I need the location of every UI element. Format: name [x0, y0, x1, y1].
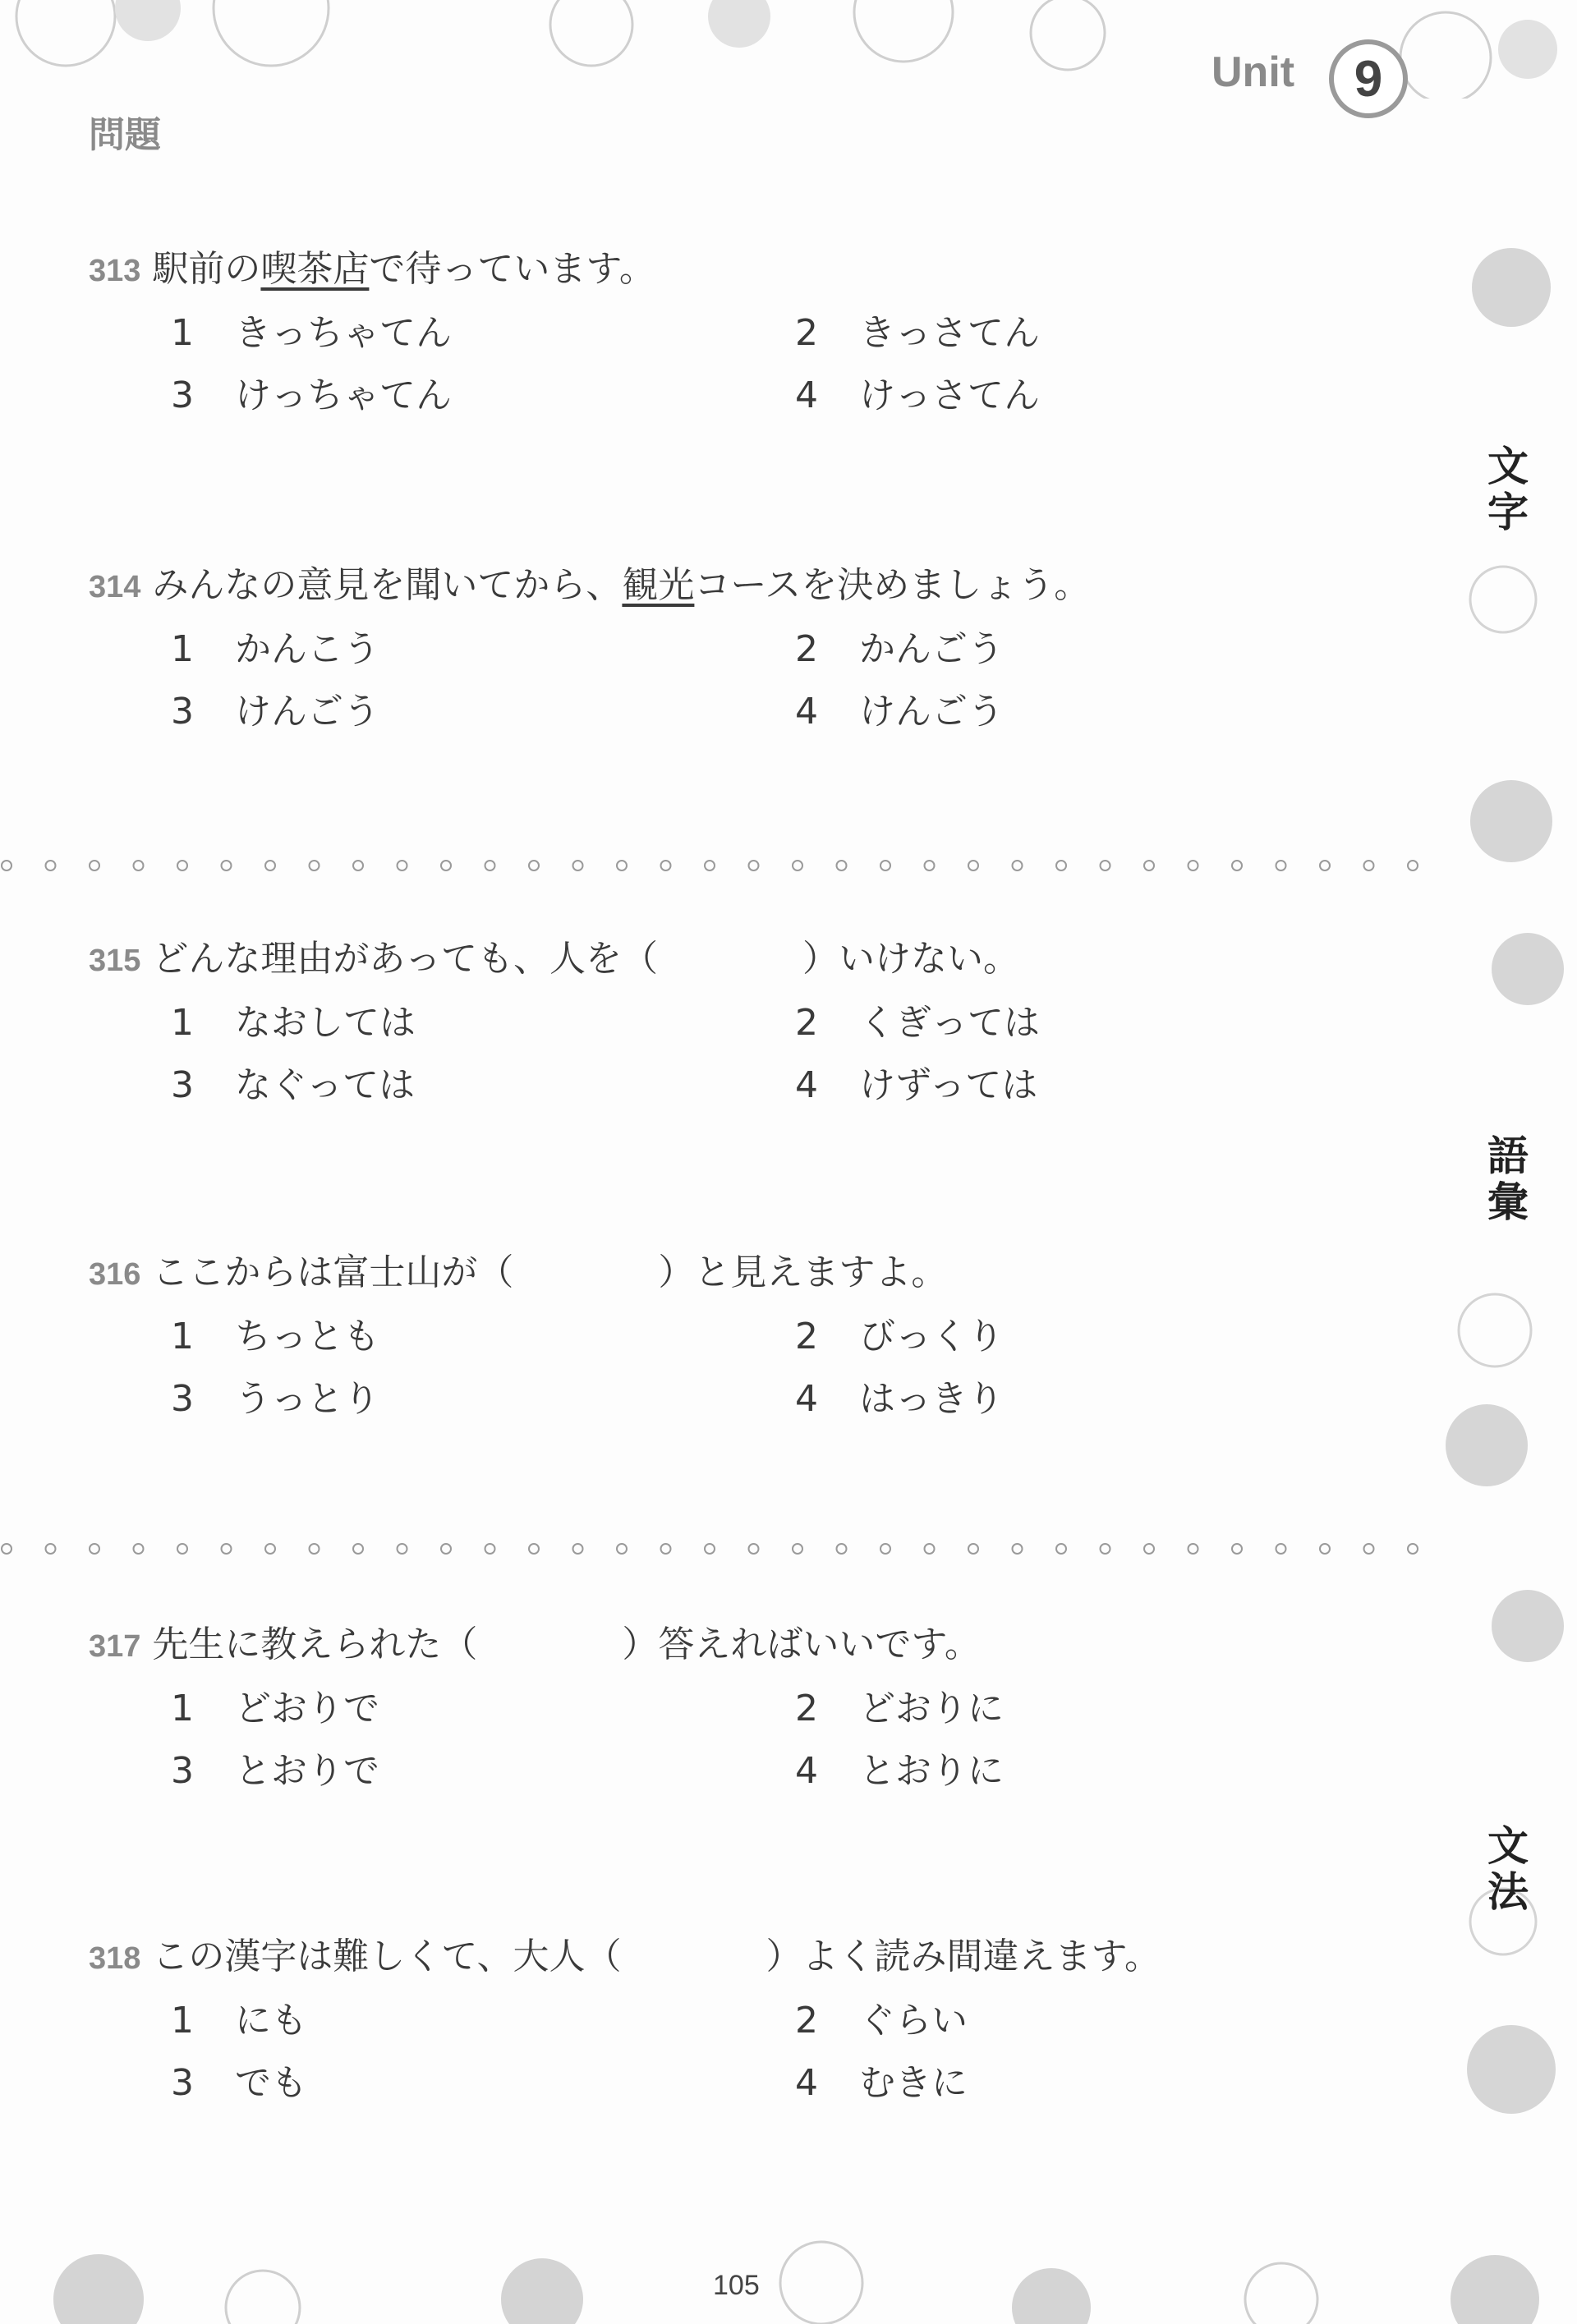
section-divider — [0, 1541, 1429, 1557]
question-number: 314 — [89, 570, 141, 604]
option-3[interactable]: 3 うっとり — [171, 1378, 379, 1420]
option-2[interactable]: 2 かんごう — [795, 628, 1004, 670]
question-underlined-word: 観光 — [622, 564, 695, 606]
option-4[interactable]: 4 けっさてん — [795, 374, 1040, 416]
question-315 — [89, 936, 1403, 1125]
option-1[interactable]: 1 なおしては — [171, 1002, 416, 1044]
question-number: 316 — [89, 1257, 141, 1292]
question-number: 315 — [89, 944, 141, 978]
page-number: 105 — [706, 2270, 766, 2302]
question-text: どんな理由があっても、人を（ ）いけない。 — [152, 938, 1019, 980]
section-header: 問題 — [89, 114, 161, 156]
question-text-after: で待っています。 — [369, 248, 655, 290]
option-2[interactable]: 2 きっさてん — [795, 312, 1040, 354]
section-divider — [0, 857, 1429, 874]
option-3[interactable]: 3 けんごう — [171, 691, 379, 733]
option-4[interactable]: 4 とおりに — [795, 1750, 1004, 1792]
question-text-after: コースを決めましょう。 — [694, 564, 1091, 606]
option-3[interactable]: 3 でも — [171, 2062, 307, 2104]
option-4[interactable]: 4 けんごう — [795, 691, 1004, 733]
question-317 — [89, 1622, 1403, 1811]
option-1[interactable]: 1 どおりで — [171, 1688, 379, 1729]
side-label-moji: 文字 — [1487, 443, 1529, 536]
question-314 — [89, 563, 1403, 751]
bottom-flower-border — [0, 2209, 1577, 2324]
question-number: 313 — [89, 254, 141, 288]
question-text-before: 駅前の — [152, 248, 261, 290]
question-318 — [89, 1934, 1403, 2123]
unit-number-badge: 9 — [1329, 39, 1408, 118]
unit-label: Unit — [1211, 48, 1295, 96]
option-1[interactable]: 1 にも — [171, 2000, 307, 2042]
question-text: この漢字は難しくて、大人（ ）よく読み間違えます。 — [152, 1936, 1161, 1977]
question-underlined-word: 喫茶店 — [260, 248, 370, 290]
option-1[interactable]: 1 ちっとも — [171, 1316, 379, 1357]
option-1[interactable]: 1 かんこう — [171, 628, 379, 670]
side-label-bunpou: 文法 — [1487, 1822, 1529, 1916]
option-4[interactable]: 4 はっきり — [795, 1378, 1004, 1420]
option-2[interactable]: 2 ぐらい — [795, 2000, 968, 2042]
option-2[interactable]: 2 どおりに — [795, 1688, 1004, 1729]
option-4[interactable]: 4 けずっては — [795, 1064, 1038, 1106]
question-313 — [89, 246, 1403, 435]
question-text: 先生に教えられた（ ）答えればいいです。 — [152, 1624, 981, 1665]
question-number: 318 — [89, 1941, 141, 1976]
option-2[interactable]: 2 びっくり — [795, 1316, 1004, 1357]
option-4[interactable]: 4 むきに — [795, 2062, 968, 2104]
option-3[interactable]: 3 とおりで — [171, 1750, 379, 1792]
question-text: ここからは富士山が（ ）と見えますよ。 — [152, 1252, 948, 1293]
question-text-before: みんなの意見を聞いてから、 — [152, 564, 623, 606]
question-number: 317 — [89, 1629, 141, 1664]
option-3[interactable]: 3 けっちゃてん — [171, 374, 452, 416]
option-1[interactable]: 1 きっちゃてん — [171, 312, 452, 354]
side-label-goi: 語彙 — [1487, 1132, 1529, 1226]
option-2[interactable]: 2 くぎっては — [795, 1002, 1040, 1044]
question-316 — [89, 1250, 1403, 1439]
option-3[interactable]: 3 なぐっては — [171, 1064, 416, 1106]
